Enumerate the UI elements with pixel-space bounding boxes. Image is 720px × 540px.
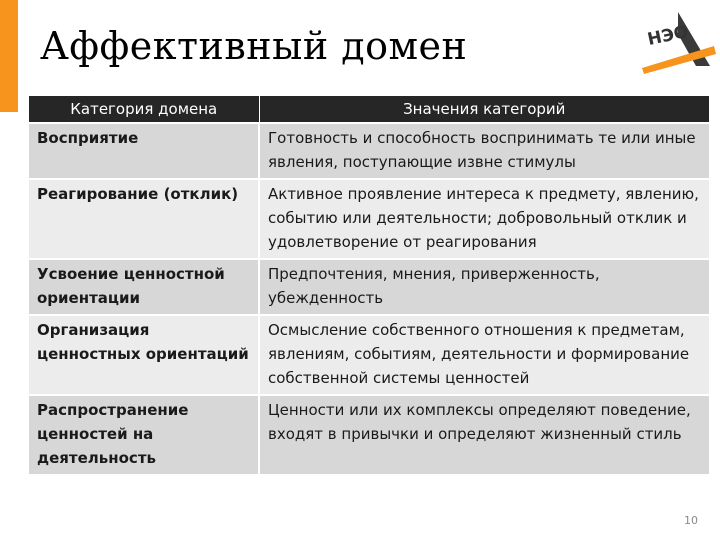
meaning-cell: Готовность и способность воспринимать те или иные явления, поступающие извне стимулы: [259, 123, 709, 179]
logo-text: НЭО: [645, 21, 691, 51]
accent-bar: [0, 0, 18, 112]
meaning-cell: Осмысление собственного отношения к предметам, явлениям, событиям, деятельности и формирование собственной системы ценностей: [259, 315, 709, 395]
slide-number: 10: [684, 514, 698, 527]
table-row: [29, 259, 709, 315]
domain-table: [29, 96, 709, 474]
table-header-row: [29, 96, 709, 123]
category-cell: Реагирование (отклик): [29, 179, 259, 259]
category-cell: Организация ценностных ориентаций: [29, 315, 259, 395]
header-meaning: Значения категорий: [259, 96, 709, 123]
header-category: Категория домена: [29, 96, 259, 123]
table-row: [29, 123, 709, 179]
table-row: [29, 395, 709, 474]
category-cell: Усвоение ценностной ориентации: [29, 259, 259, 315]
category-cell: Распространение ценностей на деятельность: [29, 395, 259, 474]
slide-title: Аффективный домен: [40, 24, 468, 68]
meaning-cell: Ценности или их комплексы определяют поведение, входят в привычки и определяют жизненный стиль: [259, 395, 709, 474]
category-cell: Восприятие: [29, 123, 259, 179]
meaning-cell: Предпочтения, мнения, приверженность, убежденность: [259, 259, 709, 315]
table-row: [29, 179, 709, 259]
meaning-cell: Активное проявление интереса к предмету, явлению, событию или деятельности; добровольный отклик и удовлетворение от реагирования: [259, 179, 709, 259]
table-row: [29, 315, 709, 395]
